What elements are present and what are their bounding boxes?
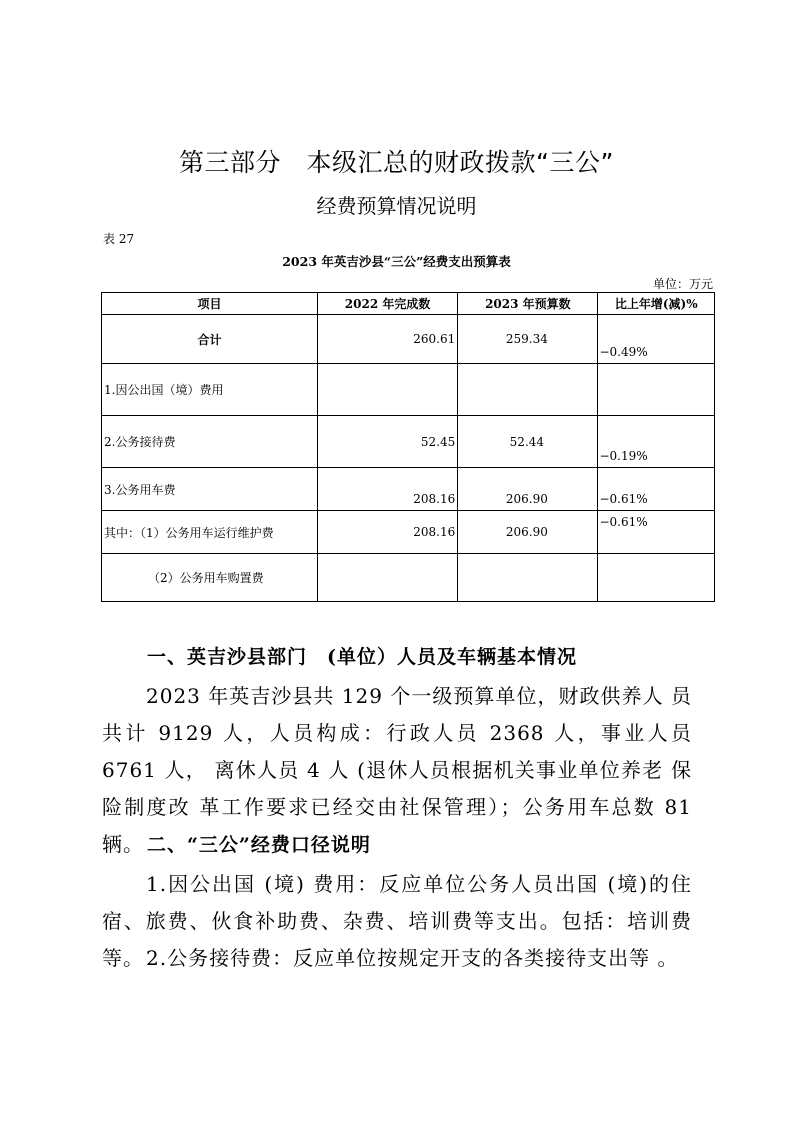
cell-change bbox=[598, 364, 715, 416]
cell-2022 bbox=[317, 554, 457, 602]
section2-item2: 2.公务接待费：反应单位按规定开支的各类接待支出等 。 bbox=[146, 946, 679, 970]
cell-2022: 208.16 bbox=[317, 468, 457, 511]
cell-2023: 206.90 bbox=[458, 468, 598, 511]
cell-2022: 52.45 bbox=[317, 416, 457, 468]
cell-2022 bbox=[317, 364, 457, 416]
cell-change: −0.49% bbox=[598, 315, 715, 364]
budget-table bbox=[101, 292, 715, 602]
cell-change bbox=[598, 554, 715, 602]
cell-2023 bbox=[458, 554, 598, 602]
cell-item: 2.公务接待费 bbox=[102, 416, 318, 468]
cell-2023: 206.90 bbox=[458, 511, 598, 554]
cell-item: （2）公务用车购置费 bbox=[102, 554, 318, 602]
cell-2023: 259.34 bbox=[458, 315, 598, 364]
header-2023: 2023 年预算数 bbox=[458, 293, 598, 315]
cell-change: −0.19% bbox=[598, 416, 715, 468]
unit-label: 单位：万元 bbox=[652, 277, 713, 291]
section1-body: 2023 年英吉沙县共 129 个一级预算单位，财政供养人 员 共计 9129 人，人员构成：行政人员 2368 人，事业人员 6761 人， 离休人员 4 人 (退休人员根据机关事业单位养老 保险制度改 革工作要求已经交由社保管理）；公务用车总数 81 辆。 bbox=[102, 684, 692, 856]
header-2022: 2022 年完成数 bbox=[317, 293, 457, 315]
table-row bbox=[102, 554, 715, 602]
table-number: 表 27 bbox=[103, 232, 135, 246]
cell-item: 其中：（1）公务用车运行维护费 bbox=[102, 511, 318, 554]
cell-item: 合计 bbox=[102, 315, 318, 364]
table-row bbox=[102, 511, 715, 554]
cell-2022: 260.61 bbox=[317, 315, 457, 364]
table-row bbox=[102, 364, 715, 416]
header-change: 比上年增(减)% bbox=[598, 293, 715, 315]
section2-heading: 二、“三公”经费口径说明 bbox=[147, 834, 371, 856]
table-row bbox=[102, 468, 715, 511]
cell-change: −0.61% bbox=[598, 511, 715, 554]
page-subtitle: 经费预算情况说明 bbox=[316, 194, 477, 218]
cell-item: 3.公务用车费 bbox=[102, 468, 318, 511]
cell-2023: 52.44 bbox=[458, 416, 598, 468]
section1-heading: 一、英吉沙县部门 (单位）人员及车辆基本情况 bbox=[147, 646, 577, 668]
page-title: 第三部分 本级汇总的财政拨款“三公” bbox=[179, 148, 614, 177]
cell-item: 1.因公出国（境）费用 bbox=[102, 364, 318, 416]
table-header-row bbox=[102, 293, 715, 315]
cell-2023 bbox=[458, 364, 598, 416]
cell-2022: 208.16 bbox=[317, 511, 457, 554]
header-item: 项目 bbox=[102, 293, 318, 315]
table-title: 2023 年英吉沙县“三公”经费支出预算表 bbox=[282, 254, 511, 269]
cell-change: −0.61% bbox=[598, 468, 715, 511]
table-row bbox=[102, 416, 715, 468]
section2-item1: 1.因公出国 (境) 费用：反应单位公务人员出国 (境)的住宿、旅费、伙食补助费、杂费、培训费等支出。包括：培训费等。 bbox=[102, 872, 692, 970]
table-row bbox=[102, 315, 715, 364]
